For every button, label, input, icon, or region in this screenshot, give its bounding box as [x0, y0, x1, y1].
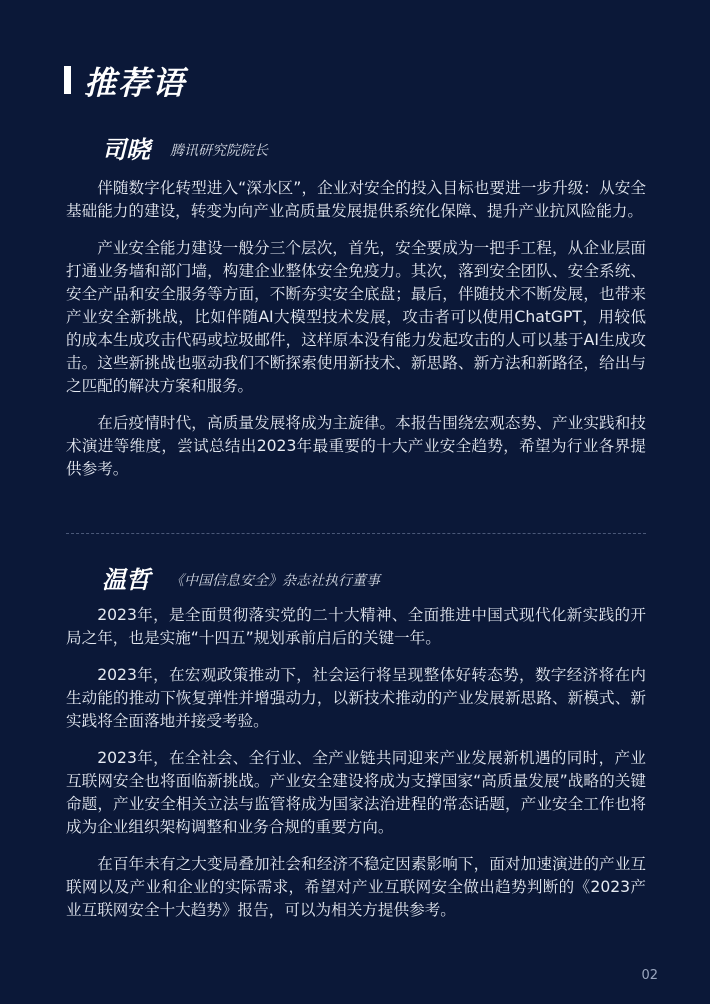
heading-accent-bar — [64, 66, 71, 94]
paragraph: 2023年，在全社会、全行业、全产业链共同迎来产业发展新机遇的同时，产业互联网安全也将面临新挑战。产业安全建设将成为支撑国家“高质量发展”战略的关键命题，产业安全相关立法与监管将成为国家法治进程的常态话题，产业安全工作也将成为企业组织架构调整和业务合规的重要方向。 — [66, 749, 646, 836]
paragraph: 2023年，是全面贯彻落实党的二十大精神、全面推进中国式现代化新实践的开局之年，也是实施“十四五”规划承前启后的关键一年。 — [66, 606, 646, 647]
paragraph: 产业安全能力建设一般分三个层次，首先，安全要成为一把手工程，从企业层面打通业务墙和部门墙，构建企业整体安全免疫力。其次，落到安全团队、安全系统、安全产品和安全服务等方面，不断夯实安全底盘；最后，伴随技术不断发展，也带来产业安全新挑战，比如伴随AI大模型技术发展，攻击者可以使用ChatGPT，用较低的成本生成攻击代码或垃圾邮件，这样原本没有能力发起攻击的人可以基于AI生成攻击。这些新挑战也驱动我们不断探索使用新技术、新思路、新方法和新路径，给出与之匹配的解决方案和服务。 — [66, 239, 646, 395]
page-title: 推荐语 — [84, 64, 187, 102]
author-line — [66, 560, 646, 600]
recommendation-section-1 — [66, 130, 646, 495]
author-name: 温哲 — [102, 566, 150, 594]
author-role: 《中国信息安全》杂志社执行董事 — [170, 573, 380, 589]
author-line — [66, 130, 646, 170]
paragraph: 在百年未有之大变局叠加社会和经济不稳定因素影响下，面对加速演进的产业互联网以及产业和企业的实际需求，希望对产业互联网安全做出趋势判断的《2023产业互联网安全十大趋势》报告，可以为相关方提供参考。 — [66, 855, 646, 919]
paragraph: 伴随数字化转型进入“深水区”，企业对安全的投入目标也要进一步升级：从安全基础能力的建设，转变为向产业高质量发展提供系统化保障、提升产业抗风险能力。 — [66, 179, 646, 220]
page-number: 02 — [641, 968, 658, 983]
recommendation-section-2 — [66, 560, 646, 936]
paragraph: 在后疫情时代，高质量发展将成为主旋律。本报告围绕宏观态势、产业实践和技术演进等维度，尝试总结出2023年最重要的十大产业安全趋势，希望为行业各界提供参考。 — [66, 414, 646, 478]
paragraph: 2023年，在宏观政策推动下，社会运行将呈现整体好转态势，数字经济将在内生动能的推动下恢复弹性并增强动力，以新技术推动的产业发展新思路、新模式、新实践将全面落地并接受考验。 — [66, 666, 646, 730]
author-name: 司晓 — [102, 136, 150, 164]
section-divider — [66, 533, 646, 534]
author-role: 腾讯研究院院长 — [170, 143, 268, 159]
